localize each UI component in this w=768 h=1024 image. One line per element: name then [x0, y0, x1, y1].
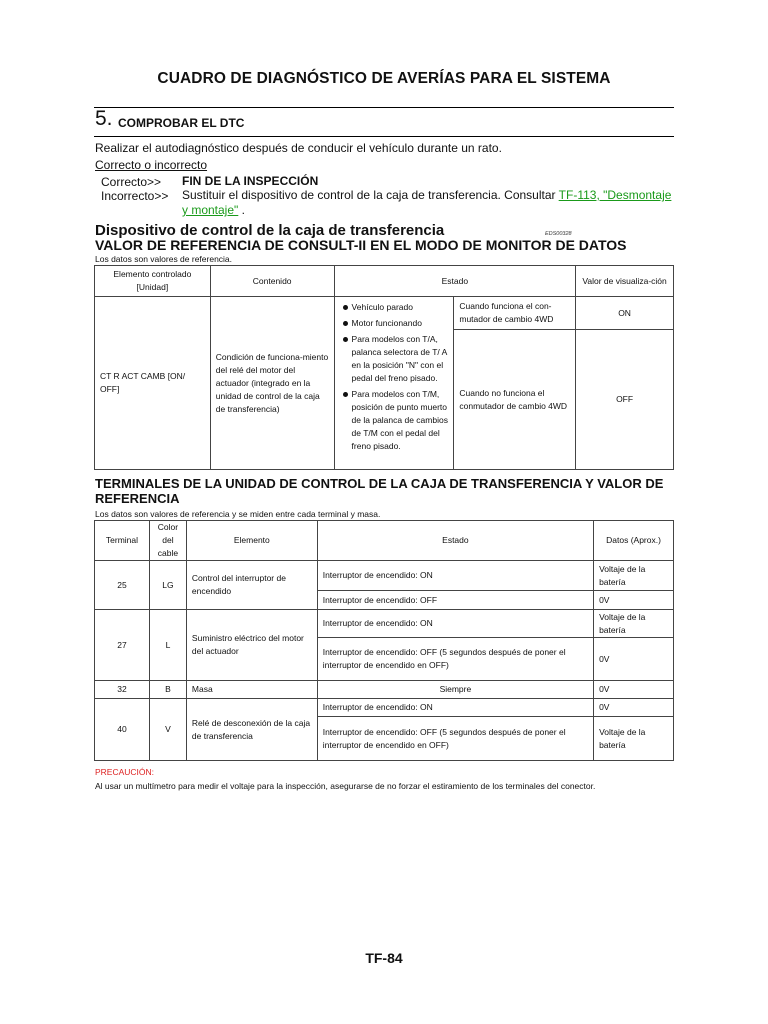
cell-estado: Siempre [317, 681, 593, 699]
col-header-estado: Estado [334, 266, 576, 297]
cell-terminal: 27 [95, 610, 150, 681]
col-header-valor: Valor de visualiza-ción [576, 266, 674, 297]
cell-elemento: Masa [186, 681, 317, 699]
cell-color: LG [149, 561, 186, 610]
divider [94, 107, 674, 108]
divider [94, 136, 674, 137]
col-header-contenido: Contenido [210, 266, 334, 297]
precaution-text: Al usar un multímetro para medir el voltaje para la inspección, asegurarse de no forzar el estiramiento de los terminales del conector. [95, 781, 596, 791]
condition-item: Vehículo parado [352, 301, 449, 314]
cell-contenido: Condición de funciona-miento del relé del motor del actuador (integrado en la unidad de control de la caja de transferencia) [210, 297, 334, 470]
cell-elemento: Control del interruptor de encendido [186, 561, 317, 610]
cell-estado: Interruptor de encendido: ON [317, 699, 593, 717]
result-label: Correcto o incorrecto [95, 158, 208, 172]
section-note: Los datos son valores de referencia y se miden entre cada terminal y masa. [95, 509, 381, 519]
consult-reference-table [94, 265, 674, 470]
section-title: TERMINALES DE LA UNIDAD DE CONTROL DE LA CAJA DE TRANSFERENCIA Y VALOR DE REFERENCIA [95, 476, 664, 506]
col-header-elemento: Elemento [186, 521, 317, 561]
condition-item: Motor funcionando [352, 317, 449, 330]
cell-estado: Interruptor de encendido: ON [317, 561, 593, 591]
col-header-estado: Estado [317, 521, 593, 561]
col-header-terminal: Terminal [95, 521, 150, 561]
cell-case-on: Cuando funciona el con-mutador de cambio 4WD [454, 297, 576, 330]
col-header-color: Color del cable [149, 521, 186, 561]
condition-item: Para modelos con T/M, posición de punto muerto de la palanca de cambios de T/M con el pedal del freno pisado. [351, 389, 448, 451]
cell-datos: 0V [594, 681, 674, 699]
correcto-result: FIN DE LA INSPECCIÓN [182, 174, 319, 188]
cell-estado: Interruptor de encendido: OFF (5 segundos después de poner el interruptor de encendido en OFF) [317, 638, 593, 681]
step-title: COMPROBAR EL DTC [118, 116, 245, 130]
section-note: Los datos son valores de referencia. [95, 254, 233, 264]
cell-elemento: Relé de desconexión de la caja de transferencia [186, 699, 317, 761]
cell-conditions [334, 297, 454, 470]
cell-datos: 0V [594, 638, 674, 681]
cell-terminal: 25 [95, 561, 150, 610]
cell-datos: Voltaje de la batería [594, 717, 674, 761]
precaution-label: PRECAUCIÓN: [95, 767, 155, 777]
section-title: Dispositivo de control de la caja de transferencia [95, 222, 445, 239]
cell-estado: Interruptor de encendido: OFF [317, 591, 593, 610]
cell-case-off: Cuando no funciona el conmutador de cambio 4WD [454, 330, 576, 470]
incorrecto-result [182, 188, 677, 218]
cell-datos: 0V [594, 591, 674, 610]
cell-estado: Interruptor de encendido: ON [317, 610, 593, 638]
section-code: EDS00328 [545, 231, 572, 237]
cell-datos: Voltaje de la batería [594, 561, 674, 591]
condition-item: Para modelos con T/A, palanca selectora de T/ A en la posición "N" con el pedal del freno pisado. [351, 334, 447, 383]
cell-datos: Voltaje de la batería [594, 610, 674, 638]
cell-elemento: CT R ACT CAMB [ON/ OFF] [95, 297, 211, 470]
terminals-table [94, 520, 674, 761]
col-header-elemento: Elemento controlado [Unidad] [95, 266, 211, 297]
reference-link[interactable]: TF-113, "Desmontaje y montaje" [182, 188, 672, 217]
incorrecto-key: Incorrecto>> [101, 189, 169, 203]
cell-terminal: 40 [95, 699, 150, 761]
section-subtitle: VALOR DE REFERENCIA DE CONSULT-II EN EL MODO DE MONITOR DE DATOS [95, 237, 627, 253]
cell-value-on: ON [576, 297, 674, 330]
cell-color: L [149, 610, 186, 681]
step-instruction: Realizar el autodiagnóstico después de conducir el vehículo durante un rato. [95, 141, 502, 155]
col-header-datos: Datos (Aprox.) [594, 521, 674, 561]
cell-estado: Interruptor de encendido: OFF (5 segundos después de poner el interruptor de encendido en OFF) [317, 717, 593, 761]
correcto-key: Correcto>> [101, 175, 162, 189]
page-title: CUADRO DE DIAGNÓSTICO DE AVERÍAS PARA EL SISTEMA [157, 70, 611, 87]
cell-color: B [149, 681, 186, 699]
step-number: 5. [95, 107, 113, 130]
incorrecto-text: Sustituir el dispositivo de control de la caja de transferencia. Consultar [182, 188, 556, 202]
cell-terminal: 32 [95, 681, 150, 699]
cell-elemento: Suministro eléctrico del motor del actuador [186, 610, 317, 681]
cell-datos: 0V [594, 699, 674, 717]
cell-color: V [149, 699, 186, 761]
page-number: TF-84 [365, 950, 403, 966]
cell-value-off: OFF [576, 330, 674, 470]
incorrecto-tail: . [238, 203, 245, 217]
